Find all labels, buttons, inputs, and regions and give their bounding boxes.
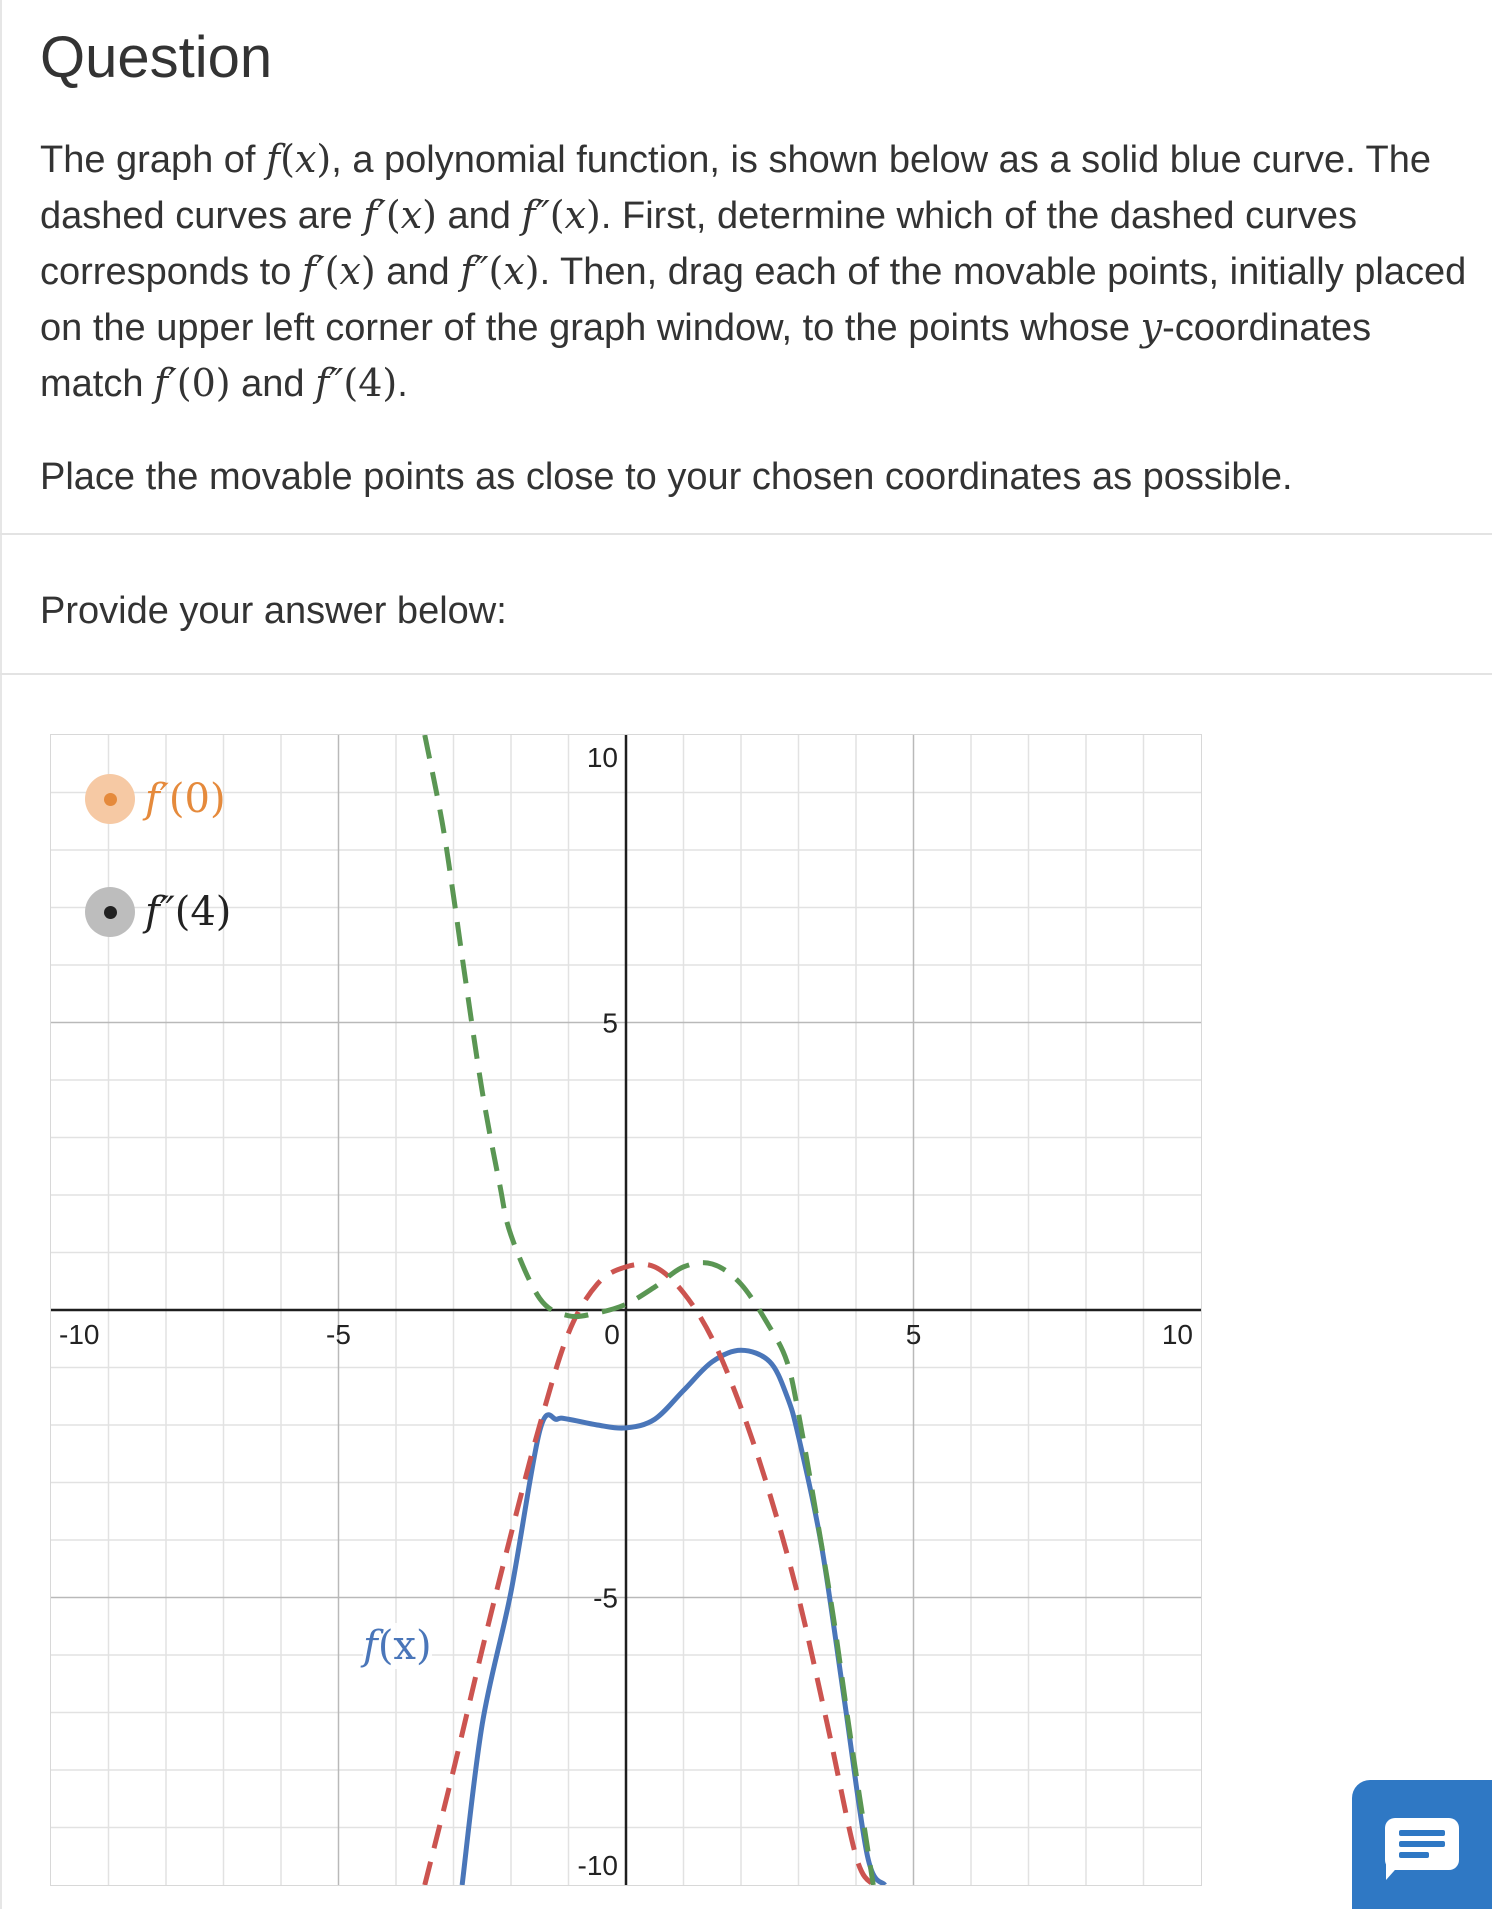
movable-point-handle[interactable] (104, 906, 117, 919)
math-expression (1141, 305, 1162, 349)
chat-icon-tail (1386, 1862, 1402, 1880)
question-text (40, 132, 1480, 412)
math-part: f (266, 137, 281, 181)
page-left-border (0, 0, 2, 1909)
math-part: f′ (154, 361, 177, 405)
math-expression (315, 361, 397, 405)
math-part: ) (422, 193, 437, 237)
math-expression (522, 193, 601, 237)
curve-label-fx: f(x) (363, 1623, 432, 1669)
chat-icon-line (1399, 1852, 1429, 1858)
y-tick-label: 5 (602, 1007, 618, 1039)
section-divider (0, 673, 1492, 675)
math-part: (4) (343, 361, 398, 405)
question-text-run: The graph of (40, 139, 267, 181)
x-tick-label: 0 (604, 1319, 620, 1350)
y-tick-label: -10 (577, 1850, 618, 1881)
movable-point-label: f′(0) (145, 776, 226, 822)
chat-button[interactable] (1352, 1780, 1492, 1909)
math-part: ( (324, 249, 340, 293)
chat-icon-line (1399, 1830, 1445, 1836)
math-part: ) (524, 249, 540, 293)
section-divider (0, 533, 1492, 535)
math-expression (266, 137, 331, 181)
question-text-run: , a polynomial function, is shown below as a solid blue curve. The dashed curves are (40, 139, 1432, 237)
math-expression (363, 193, 437, 237)
math-part: x (400, 193, 423, 237)
x-tick-label: -10 (59, 1319, 100, 1350)
math-part: f′ (363, 193, 386, 237)
question-text-run: . Then, drag each of the movable points, initially placed on the upper left corner of the graph window, to the points whose (40, 251, 1467, 349)
math-part: (0) (176, 361, 231, 405)
math-part: f″ (521, 193, 550, 237)
math-part: y (1140, 305, 1163, 349)
y-tick-label: 10 (586, 742, 618, 773)
x-tick-label: 10 (1161, 1319, 1193, 1350)
question-text-run: and (375, 251, 461, 293)
question-text-run: . (397, 363, 408, 405)
math-part: x (564, 193, 587, 237)
question-title: Question (40, 25, 273, 90)
question-text-run: -coordinates match (40, 307, 1372, 405)
math-part: ) (360, 249, 376, 293)
math-part: f″ (460, 249, 489, 293)
movable-point-handle[interactable] (104, 793, 117, 806)
math-part: x (339, 249, 361, 293)
math-part: ( (549, 193, 565, 237)
graph-window[interactable] (50, 734, 1202, 1886)
y-tick-label: -5 (593, 1582, 618, 1614)
math-part: f″ (315, 361, 344, 405)
math-part: f′ (301, 249, 325, 293)
question-text-run: and (230, 363, 316, 405)
question-text-run: and (436, 195, 522, 237)
question-text-run: . First, determine which of the dashed curves corresponds to (40, 195, 1357, 293)
x-tick-label: 5 (905, 1319, 922, 1350)
answer-prompt: Provide your answer below: (40, 590, 507, 632)
chat-icon-line (1399, 1841, 1445, 1847)
question-body (40, 132, 1480, 505)
math-part: ) (316, 137, 332, 181)
math-part: x (294, 137, 317, 181)
movable-point-label: f″(4) (145, 889, 232, 935)
math-expression (460, 249, 539, 293)
math-expression (154, 361, 231, 405)
series-line-f (462, 1350, 885, 1885)
series-line-red-dashed (425, 1264, 874, 1885)
math-part: ( (385, 193, 401, 237)
instruction-text: Place the movable points as close to your chosen coordinates as possible. (40, 456, 1293, 498)
math-part: ( (488, 249, 504, 293)
math-part: ) (586, 193, 601, 237)
math-part: ( (280, 137, 295, 181)
math-part: x (503, 249, 525, 293)
x-tick-label: -5 (326, 1319, 351, 1350)
math-expression (302, 249, 376, 293)
